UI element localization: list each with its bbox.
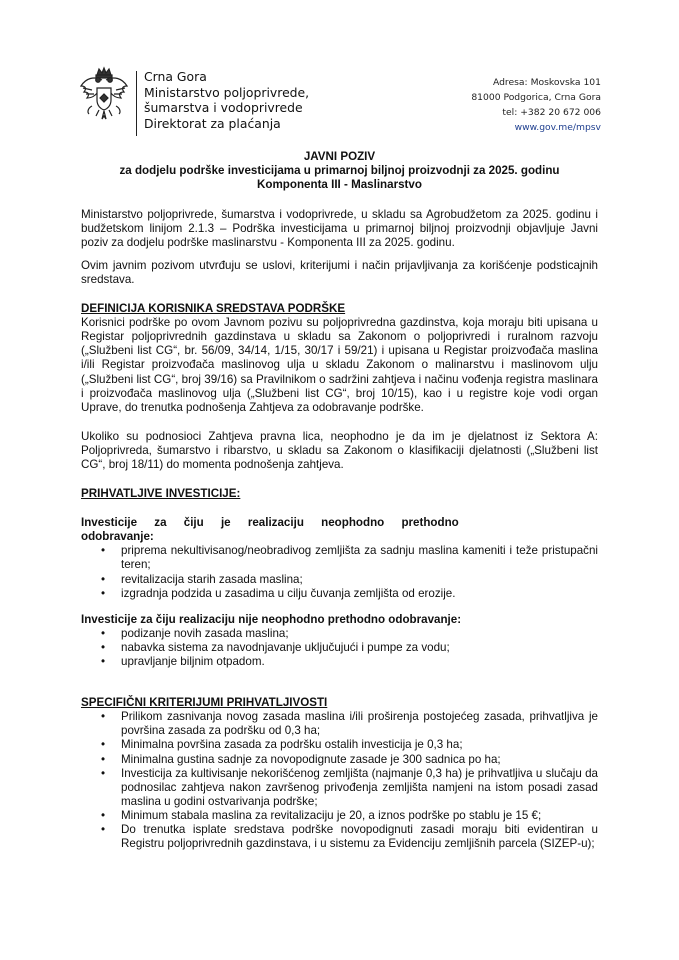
bullet-list [81,544,598,600]
section-paragraph: Ukoliko su podnosioci Zahtjeva pravna lica, neophodno je da im je djelatnost iz Sektora A: Poljoprivreda, šumarstvo i ribarstvo, u skladu sa Zakonom o klasifikaciji djelatnosti („Službeni list CG“, broj 18/11) do momenta podnošenja zahtjeva. [81,429,598,472]
org-line: Crna Gora [144,69,207,84]
list-item: • nabavka sistema za navodnjavanje uključujući i pumpe za vodu; [121,641,598,655]
list-item: • Minimum stabala maslina za revitalizaciju je 20, a iznos podrške po stablu je 15 €; [121,809,598,823]
subsection-heading-line: odobravanje: [81,530,154,544]
section-heading: DEFINICIJA KORISNIKA SREDSTAVA PODRŠKE [81,302,346,316]
list-item: • revitalizacija starih zasada maslina; [121,573,598,587]
list-item: • Minimalna gustina sadnje za novopodignute zasade je 300 sadnica po ha; [121,753,598,767]
list-item: • upravljanje biljnim otpadom. [121,655,598,669]
org-line: šumarstva i vodoprivrede [144,100,303,116]
contact-block [471,75,601,135]
document-title [81,150,598,193]
list-item: • Minimalna površina zasada za podršku ostalih investicija je 0,3 ha; [121,738,598,752]
phone-line: tel: +382 20 672 006 [502,107,601,118]
letterhead [0,0,679,150]
list-item: • priprema nekultivisanog/neobradivog zemljišta za sadnju maslina kameniti i teže pristupačni teren; [121,544,598,572]
org-line: Ministarstvo poljoprivrede, [144,84,310,100]
org-line: Direktorat za plaćanja [144,115,281,131]
list-item: • Investicija za kultivisanje nekorišćenog zemljišta (najmanje 0,3 ha) je prihvatljiva u slučaju da podnosilac zahtjeva nakon završenog privođenja zemljišta namjeni na istom posadi zasad maslina u godini ostvarivanja podrške; [121,767,598,809]
coat-of-arms-icon [78,66,130,122]
section-paragraph: Korisnici podrške po ovom Javnom pozivu su poljoprivredna gazdinstva, koja moraju biti upisana u Registar poljoprivrednih gazdinstava u skladu sa Zakonom o poljoprivredi i ruralnom razvoju („Službeni list CG“, br. 56/09, 34/14, 1/15, 30/17 i 59/21) i upisana u Registar proizvođača maslina i/ili Registar proizvođača maslinovog ulja u skladu Zakonom o malinarstvu i maslinovom ulju („Službeni list CG“, broj 39/16) sa Pravilnikom o sadržini zahtjeva i načinu vođenja registra maslinara i proizvođača maslinovog ulja („Službeni list CG“, broj 10/15), kao i u registre koje vodi organ Uprave, do trenutka podnošenja Zahtjeva za odobravanje podrške. [81,316,598,414]
header-divider [136,71,137,136]
bullet-list [81,627,598,669]
section-heading: PRIHVATLJIVE INVESTICIJE: [81,487,241,501]
subsection-heading: Investicije za čiju realizaciju nije neophodno prethodno odobravanje: [81,612,462,626]
subsection-heading [81,516,598,544]
list-item: • Prilikom zasnivanja novog zasada maslina i/ili proširenja postojećeg zasada, prihvatljiva je površina zasada za podršku od 0,3 ha; [121,710,598,738]
list-item: • podizanje novih zasada maslina; [121,627,598,641]
subsection-heading-line: Investicije za čiju je realizaciju neophodno prethodno [81,516,459,530]
list-item: • izgradnja podzida u zasadima u cilju čuvanja zemljišta od erozije. [121,587,598,601]
bullet-list [81,710,598,851]
city-line: 81000 Podgorica, Crna Gora [471,92,601,103]
subtitle-line: za dodjelu podrške investicijama u primarnoj biljnoj proizvodnji za 2025. godinu [119,164,560,178]
document-body [81,146,598,851]
component-line: Komponenta III - Maslinarstvo [257,178,422,192]
intro-paragraph: Ministarstvo poljoprivrede, šumarstva i vodoprivrede, u skladu sa Agrobudžetom za 2025. godinu i budžetskom linijom 2.1.3 – Podrška investicijama u primarnoj biljnoj proizvodnji objavljuje Javni poziv za dodjelu podrške maslinarstvu - Komponenta III za 2025. godinu. [81,207,598,249]
list-item: • Do trenutka isplate sredstava podrške novopodignuti zasadi moraju biti evidentiran u Registru poljoprivrednih gazdinstava, i u sistemu za Evidenciju zemljišnih parcela (SIZEP-u); [121,823,598,851]
website-link[interactable]: www.gov.me/mpsv [514,122,601,133]
address-line: Adresa: Moskovska 101 [492,77,601,88]
intro-paragraph: Ovim javnim pozivom utvrđuju se uslovi, kriterijumi i način prijavljivanja za korišćenje podsticajnih sredstava. [81,258,598,286]
section-heading: SPECIFIČNI KRITERIJUMI PRIHVATLJIVOSTI [81,696,328,710]
organization-name [144,69,309,131]
title-line: JAVNI POZIV [303,150,376,163]
